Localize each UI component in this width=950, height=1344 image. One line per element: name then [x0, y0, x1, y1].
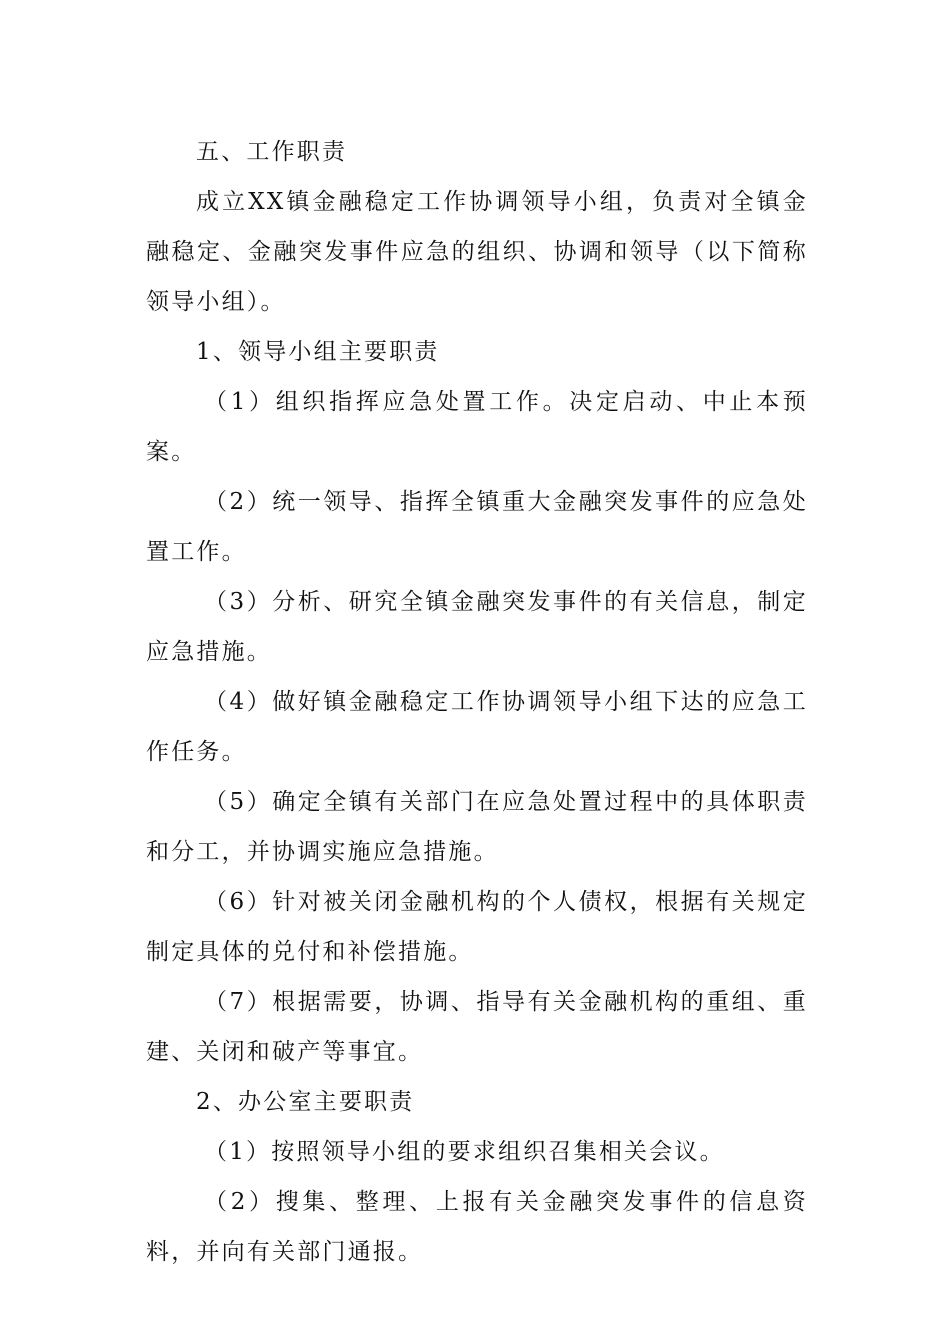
duty-item: （3）分析、研究全镇金融突发事件的有关信息，制定应急措施。: [146, 589, 808, 665]
section-heading: 五、工作职责: [196, 139, 348, 165]
duty-item: （7）根据需要，协调、指导有关金融机构的重组、重建、关闭和破产等事宜。: [146, 989, 808, 1065]
duty-item: （1）组织指挥应急处置工作。决定启动、中止本预案。: [146, 389, 808, 465]
duty-item: （5）确定全镇有关部门在应急处置过程中的具体职责和分工，并协调实施应急措施。: [146, 789, 808, 865]
duty-item: （4）做好镇金融稳定工作协调领导小组下达的应急工作任务。: [146, 689, 808, 765]
document-body: [146, 127, 808, 1277]
duty-item: （2）搜集、整理、上报有关金融突发事件的信息资料，并向有关部门通报。: [146, 1189, 808, 1265]
duty-item: （2）统一领导、指挥全镇重大金融突发事件的应急处置工作。: [146, 489, 808, 565]
intro-paragraph: 成立XX镇金融稳定工作协调领导小组，负责对全镇金融稳定、金融突发事件应急的组织、协调和领导（以下简称领导小组）。: [146, 189, 808, 315]
subsection-heading-leadership: 1、领导小组主要职责: [196, 339, 440, 365]
subsection-heading-office: 2、办公室主要职责: [196, 1089, 415, 1115]
duty-item: （1）按照领导小组的要求组织召集相关会议。: [204, 1139, 725, 1165]
duty-item: （6）针对被关闭金融机构的个人债权，根据有关规定制定具体的兑付和补偿措施。: [146, 889, 808, 965]
